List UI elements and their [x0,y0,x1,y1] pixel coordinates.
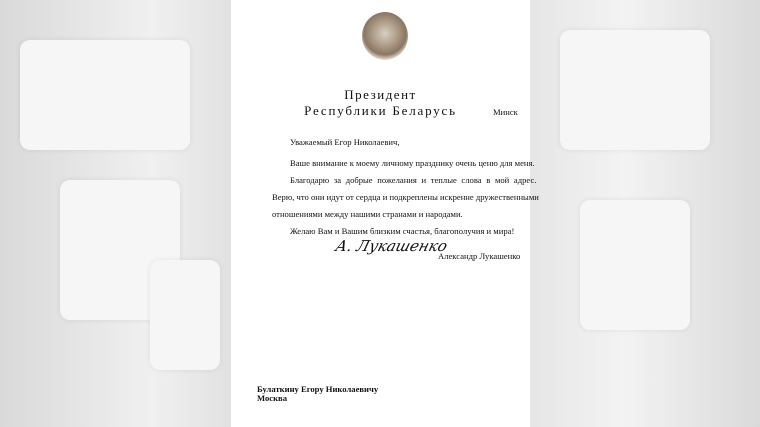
background-shape [20,40,190,150]
body-line: Ваше внимание к моему личному празднику очень ценю для меня. [290,158,535,168]
body-line: отношениями между нашими странами и народами. [272,209,463,219]
body-line: Верю, что они идут от сердца и подкреплены искренне дружественными [272,192,539,202]
coat-of-arms-icon [362,12,408,60]
recipient-city: Москва [257,393,287,403]
recipient-name: Булаткину Егору Николаевичу [257,384,379,394]
signer-name: Александр Лукашенко [438,251,521,261]
letterhead-title: Президент [344,87,417,102]
background-shape [150,260,220,370]
body-line: Желаю Вам и Вашим близким счастья, благополучия и мира! [290,226,515,236]
letterhead-subtitle: Республики Беларусь [304,103,457,118]
signature: А. Лукашенко [333,237,450,255]
background-shape [580,200,690,330]
city: Минск [493,107,518,117]
background-shape [560,30,710,150]
body-line: Благодарю за добрые пожелания и теплые слова в мой адрес. [290,175,537,185]
salutation: Уважаемый Егор Николаевич, [290,137,400,147]
